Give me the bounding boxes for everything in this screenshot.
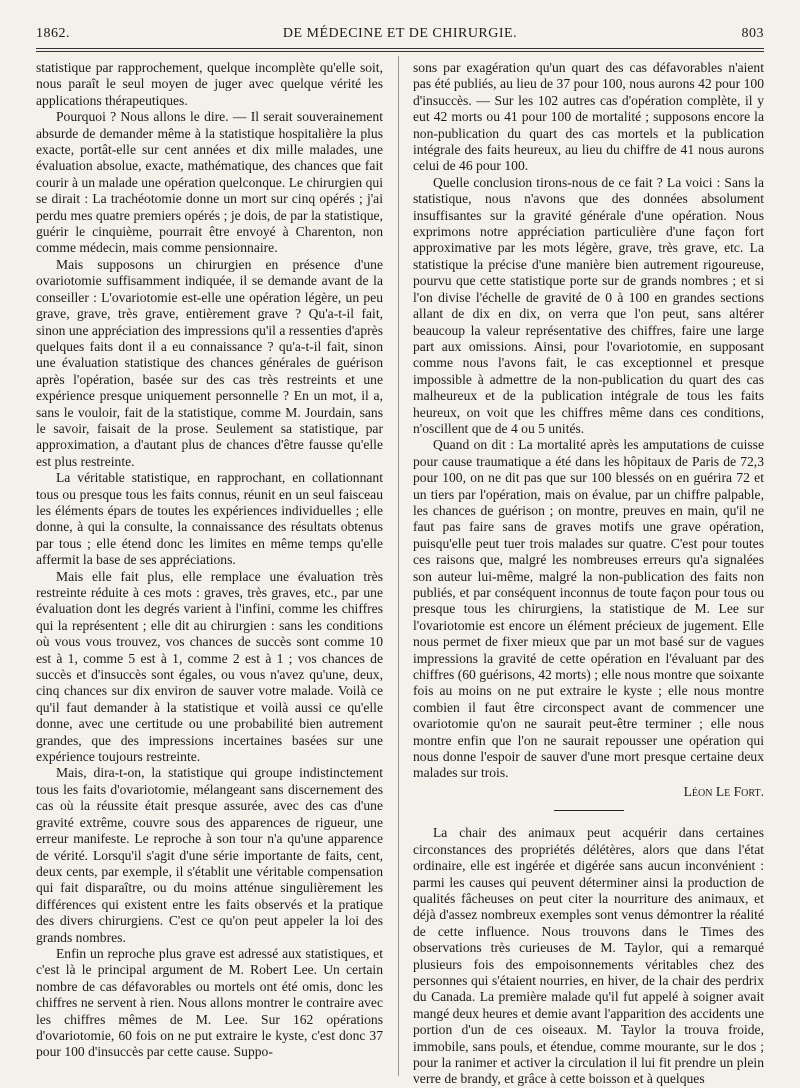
paragraph: La véritable statistique, en rapprochant, en collationnant tous ou presque tous les faits connus, réunit en un seul faisceau les éléments épars de toutes les expériences individuelles ; elle donne, à qui la consulte, la connaissance des résultats obtenus par tous ; elle étend donc les limites en même temps qu'elle affermit la base de ses appréciations. — [36, 470, 383, 568]
header-year: 1862. — [36, 26, 70, 41]
page-header — [36, 26, 764, 46]
right-column — [413, 60, 764, 1087]
paragraph: Mais elle fait plus, elle remplace une évaluation très restreinte réduite à ces mots : graves, très graves, etc., par une évaluation dont les degrés varient à l'infini, comme les chiffres qui la représentent ; elle dit au chirurgien : sans les conditions où vous vous trouvez, vos chances de succès sont comme 10 est à 1, comme 5 est à 1, comme 2 est à 1 ; vos chances de succès et d'insuccès sont égales, ou vous n'avez qu'une, deux, cinq chances sur dix environ de sauver votre malade. Voilà ce qu'il faut demander à la statistique et voilà aussi ce qu'elle donne, avec une certitude ou une probabilité bien autrement grandes, que des impressions incertaines basées sur une expérience toujours restreinte. — [36, 568, 383, 765]
paragraph: statistique par rapprochement, quelque incomplète qu'elle soit, nous paraît le seul moyen de juger avec quelque vérité les applications thérapeutiques. — [36, 60, 383, 108]
paragraph: sons par exagération qu'un quart des cas défavorables n'aient pas été publiés, au lieu de 37 pour 100, nous aurons 42 pour 100 d'insuccès. — Sur les 102 autres cas d'opération complète, il y eut 42 morts ou 41 pour 100 de mortalité ; supposons encore la non-publication du quart des cas mortels et la publication intégrale des faits heureux, au lieu du chiffre de 41 nous aurons celui de 46 pour 100. — [413, 60, 764, 174]
author-signature: Léon Le Fort. — [683, 783, 764, 799]
header-rule — [36, 48, 764, 52]
paragraph: La chair des animaux peut acquérir dans certaines circonstances des propriétés délétères, alors que dans l'état ordinaire, elle est ingérée et digérée sans aucun inconvénient : parmi les causes qui peuvent déterminer ainsi la production de qualités fâcheuses on peut citer la nourriture des animaux, et déjà d'assez nombreux exemples sont venus démontrer la réalité de cette influence. Nous trouvons dans le Times des observations très curieuses de M. Taylor, qui a remarqué plusieurs fois des empoisonnements véritables chez des personnes qui s'étaient nourries, en hiver, de la chair des perdrix du Canada. La première malade qu'il fut appelé à soigner avait mangé deux heures et demie avant l'apparition des accidents une portion d'un de ces oiseaux. M. Taylor la trouva froide, immobile, sans pouls, et étendue, comme mourante, sur le dos ; pour la ranimer et activer la circulation il lui fit prendre un plein verre de brandy, et grâce à cette boisson et à quelques — [413, 825, 764, 1087]
paragraph: Pourquoi ? Nous allons le dire. — Il serait souverainement absurde de demander même à la statistique hospitalière la plus exacte, portât-elle sur cent années et dix mille malades, une évaluation absolue, exacte, mathématique, des chances que fait courir à un malade une opération quelconque. Le chirurgien qui se dirait : La trachéotomie donne un mort sur cinq opérés ; j'ai perdu mes quatre premiers opérés ; je dois, de par la statistique, guérir le cinquième, pourrait être envoyé à Charenton, non comme médecin, mais comme pensionnaire. — [36, 109, 383, 256]
paragraph: Enfin un reproche plus grave est adressé aux statistiques, et c'est là le principal argument de M. Robert Lee. Un certain nombre de cas défavorables ou mortels ont été omis, donc les chiffres ne servent à rien. Nous allons montrer le contraire avec les chiffres mêmes de M. Lee. Sur 162 opérations d'ovariotomie, 60 fois on ne put extraire le kyste, c'est donc 37 pour 100 d'insuccès par cette cause. Suppo- — [36, 945, 383, 1060]
paragraph: Mais, dira-t-on, la statistique qui groupe indistinctement tous les faits d'ovariotomie, mélangeant sans discernement des cas où la réussite était presque assurée, avec des cas d'une gravité extrême, couvre sous des apparences de rigueur, une erreur manifeste. Le reproche à son tour n'a qu'une apparence de vérité. Lorsqu'il s'agit d'une série importante de faits, cent, deux cents, par exemple, il s'établit une véritable compensation qui fait disparaître, ou du moins atténue singulièrement les différences qui existent entre les faits observés et la pratique des divers chirurgiens. C'est ce qu'on peut appeler la loi des grands nombres. — [36, 765, 383, 945]
paragraph: Mais supposons un chirurgien en présence d'une ovariotomie suffisamment indiquée, il se demande avant de la conseiller : L'ovariotomie est-elle une opération légère, un peu grave, grave, très grave, entièrement grave ? Qu'a-t-il fait, sinon une appréciation des impressions qu'il a ressenties d'après quelques faits dont il a eu connaissance ? qu'a-t-il fait, sinon une évaluation statistique des chances générales de guérison après l'opération, basée sur des cas très restreints et une expérience presque uniquement personnelle ? En un mot, il a, sans le vouloir, fait de la statistique, comme M. Jourdain, sans le savoir, faisait de la prose. Seulement sa statistique, par approximation, a d'autant plus de chances d'être fausse qu'elle est plus restreinte. — [36, 256, 383, 469]
paragraph: Quand on dit : La mortalité après les amputations de cuisse pour cause traumatique a été dans les hôpitaux de Paris de 72,3 pour 100, on ne dit pas que sur 100 blessés on en guérira 72 et un tiers par l'opération, mais on évalue, par un chiffre palpable, les chances de guérison ; on montre, preuves en main, qu'il ne faut pas faire sans de graves motifs une grave opération, puisqu'elle peut tuer trois malades sur quatre. C'est pour toutes ces raisons que, malgré les nombreuses erreurs qu'a signalées son auteur lui-même, malgré la non-publication des faits non publiés, et par conséquent inconnus de toute façon pour tous ou presque tous les chirurgiens, la statistique de M. Lee sur l'ovariotomie est encore un élément précieux de jugement. Elle nous permet de fixer mieux que par un mot basé sur de vagues impressions la gravité de cette opération en l'évaluant par des chiffres (60 guérisons, 42 morts) ; elle nous montre que soixante fois au moins on ne put extraire le kyste ; elle nous montre combien il faut être circonspect avant de commencer une ovariotomie qu'on ne saurait peut-être terminer ; elle nous montre enfin que l'on ne saurait repousser une opération qui nous donne l'espoir de sauver d'une mort presque certaine deux malades sur trois. — [413, 437, 764, 781]
left-column — [36, 60, 383, 1075]
section-separator — [554, 810, 624, 811]
column-divider — [398, 56, 399, 1076]
page-number: 803 — [741, 26, 764, 41]
paragraph: Quelle conclusion tirons-nous de ce fait ? La voici : Sans la statistique, nous n'avons que des données absolument insuffisantes sur la gravité générale d'une opération. Nous exprimons notre appréciation particulière d'une façon fort approximative par les mots légère, grave, très grave, etc. La statistique la précise d'une manière bien autrement rigoureuse, pourvu que cette statistique porte sur de grands nombres ; et si l'on divise l'échelle de gravité de 0 à 100 en grandes sections allant de dix en dix, on verra que l'on peut, sans altérer beaucoup la valeur représentative des chiffres, faire une large part aux omissions. Ainsi, pour l'ovariotomie, en supposant comme nous l'avons fait, le cas exceptionnel et presque impossible à admettre de la non-publication du quart des cas malheureux et de la publication intégrale de tous les faits heureux, on voit que les chiffres même dans ces conditions, n'oscillent que de 4 ou 5 unités. — [413, 174, 764, 436]
running-title: DE MÉDECINE ET DE CHIRURGIE. — [282, 26, 518, 41]
